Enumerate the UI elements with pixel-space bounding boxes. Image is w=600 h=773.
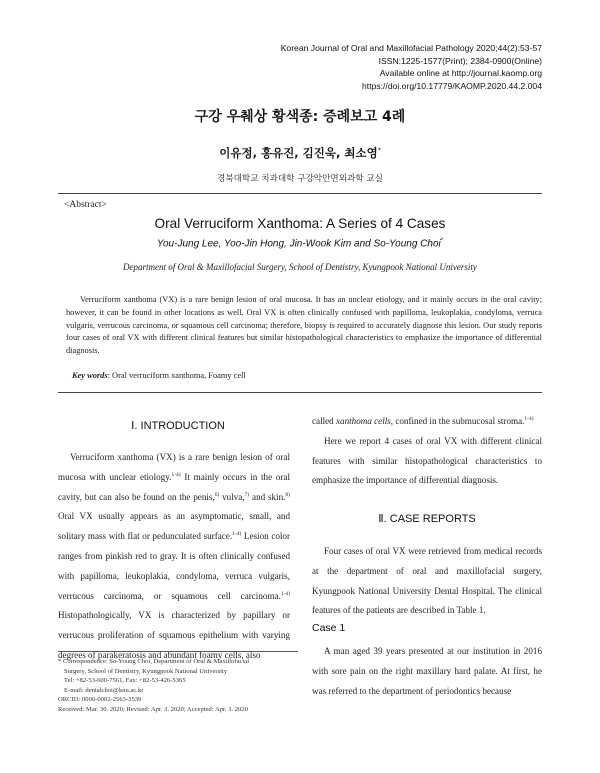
right-column-top bbox=[312, 412, 542, 491]
intro-text-4: and skin. bbox=[249, 491, 286, 502]
intro-paragraph bbox=[58, 448, 290, 666]
intro-heading: Ⅰ. INTRODUCTION bbox=[131, 420, 225, 432]
case-reports-paragraph: Four cases of oral VX were retrieved from medical records at the department of oral and maxillofacial surgery, Kyungpook National University Dental Hospital. The clinical features of the patients are described in Table 1. bbox=[312, 546, 542, 616]
abstract-divider bbox=[58, 392, 542, 393]
continued-paragraph bbox=[312, 412, 542, 432]
footnote-email: E-mail: dentalchoi@knu.ac.kr bbox=[64, 686, 144, 694]
journal-issn: ISSN:1225-1577(Print); 2384-0900(Online) bbox=[378, 55, 542, 66]
case-1-column bbox=[312, 642, 542, 701]
english-author-mark: * bbox=[440, 238, 444, 244]
english-title: Oral Verruciform Xanthoma: A Series of 4 Cases bbox=[154, 216, 446, 231]
footnote-dates: Received: Mar. 30. 2020; Revised: Apr. 3. 2020; Accepted: Apr. 3. 2020 bbox=[58, 705, 248, 713]
footnote-divider bbox=[58, 651, 298, 652]
intro-column bbox=[58, 448, 290, 666]
keywords-text: : Oral verruciform xanthoma, Foamy cell bbox=[107, 371, 246, 380]
english-author-names: You-Jung Lee, Yoo-Jin Hong, Jin-Wook Kim and So-Young Choi bbox=[156, 238, 441, 250]
ref-5: 1-4) bbox=[232, 531, 242, 538]
footnote-orcid: ORCID: 0000-0002-2563-3539 bbox=[58, 696, 142, 704]
cont-italic-term: xanthoma cells bbox=[335, 416, 391, 426]
abstract-text: Verruciform xanthoma (VX) is a rare benign lesion of oral mucosa. It has an unclear etiology, and it mainly occurs in the oral cavity; however, it can be found in other locations as well. Oral VX is often clinically confused with papilloma, leukoplakia, condyloma, verruca vulgaris, verrucous carcinoma, or squamous cell carcinoma; therefore, biopsy is required to accurately diagnose this lesion. Our study reports four cases of oral VX with different clinical features but similar histopathological characteristics to emphasize the importance of differential diagnosis. bbox=[66, 295, 542, 356]
case-reports-intro bbox=[312, 542, 542, 621]
ref-1: 1-4) bbox=[171, 471, 181, 478]
journal-available: Available online at http://journal.kaomp.org bbox=[379, 68, 542, 79]
intro-text-5: Oral VX usually appears as an asymptomatic, small, and solitary mass with flat or pedunculated surface. bbox=[58, 511, 290, 542]
correspondence-footnote bbox=[58, 657, 298, 715]
case-1-paragraph: A man aged 39 years presented at our institution in 2016 with sore pain on the right maxillary hard palate. At first, he was referred to the department of periodontics because bbox=[312, 646, 542, 696]
footnote-line: Tel: +82-53-600-7561, Fax: +82-53-426-5365 bbox=[64, 677, 186, 685]
korean-title: 구강 우췌상 황색종: 증례보고 4례 bbox=[194, 109, 406, 125]
journal-header bbox=[122, 42, 542, 92]
korean-authors bbox=[0, 145, 600, 161]
case-1-heading: Case 1 bbox=[312, 622, 346, 634]
cont-ref: 1-4) bbox=[524, 415, 534, 422]
korean-author-mark: * bbox=[377, 147, 381, 155]
intro-text-7: Histopathologically, VX is characterized by papillary or verrucous proliferation of squamous epithelium with varying degrees of parakeratosis and abundant foamy cells, also bbox=[58, 610, 290, 660]
keywords-label: Key words bbox=[72, 371, 108, 380]
case-reports-heading: Ⅱ. CASE REPORTS bbox=[378, 513, 476, 525]
ref-6: 1-4) bbox=[280, 590, 290, 597]
ref-4: 8) bbox=[285, 491, 290, 498]
footnote-line: Surgery, School of Dentistry, Kyungpook National University bbox=[64, 667, 228, 675]
korean-affiliation: 경북대학교 치과대학 구강악안면외과학 교실 bbox=[217, 174, 383, 184]
journal-doi: https://doi.org/10.17779/KAOMP.2020.44.2.004 bbox=[362, 80, 542, 91]
intro-text-6: Lesion color ranges from pinkish red to gray. It is often clinically confused with papilloma, leukoplakia, condyloma, verruca vulgaris, verrucous carcinoma, or squamous cell carcinoma. bbox=[58, 531, 290, 601]
korean-author-names: 이유정, 홍유진, 김진욱, 최소영 bbox=[219, 146, 378, 160]
english-authors bbox=[0, 238, 600, 249]
english-affiliation: Department of Oral & Maxillofacial Surgery, School of Dentistry, Kyungpook National University bbox=[123, 262, 477, 272]
journal-citation: Korean Journal of Oral and Maxillofacial Pathology 2020;44(2):53-57 bbox=[280, 43, 542, 53]
top-divider bbox=[58, 193, 542, 194]
ref-3: 7) bbox=[244, 491, 250, 498]
footnote-line: * Correspondence: So-Young Choi, Department of Oral & Maxillofacial bbox=[58, 658, 250, 665]
keywords bbox=[66, 371, 246, 380]
ref-2: 6) bbox=[214, 491, 220, 498]
cont-text-1: called bbox=[312, 416, 336, 426]
intro-text-3: vulva, bbox=[219, 491, 245, 502]
intro-text-1: Verruciform xanthoma (VX) is a rare benign lesion of oral mucosa with unclear etiology. bbox=[58, 452, 290, 482]
abstract-tag: <Abstract> bbox=[64, 200, 107, 210]
cont-text-2: , confined in the submucosal stroma. bbox=[390, 416, 525, 426]
intro-text-2: It mainly occurs in the oral cavity, but can also be found on the penis, bbox=[58, 471, 290, 502]
report-paragraph: Here we report 4 cases of oral VX with different clinical features with similar histopathological characteristics to emphasize the importance of differential diagnosis. bbox=[312, 435, 542, 486]
